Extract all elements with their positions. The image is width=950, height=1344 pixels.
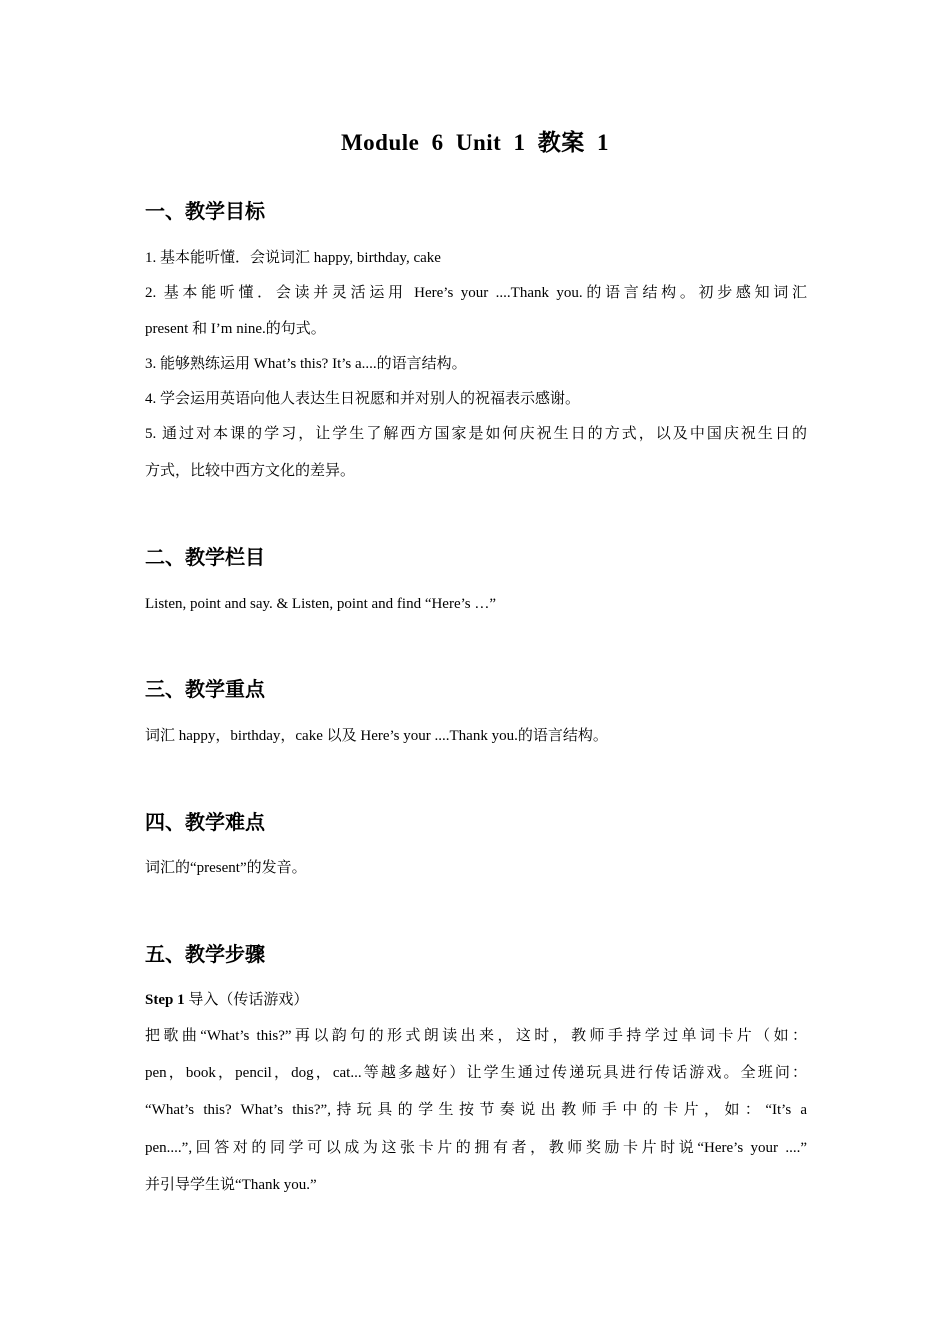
objective-line-3: 3. 能够熟练运用 What’s this? It’s a....的语言结构。 <box>145 356 467 372</box>
step-1-label: Step 1 <box>145 992 185 1008</box>
step-1-title: 导入（传话游戏） <box>184 992 309 1008</box>
step-1-line-3: “What’s this? What’s this?”,持玩具的学生按节奏说出教师手中的卡片，如：“It’s a <box>145 1102 807 1118</box>
section-heading-objectives: 一、教学目标 <box>145 199 265 223</box>
step-1-line-4: pen....”,回答对的同学可以成为这张卡片的拥有者，教师奖励卡片时说“Here’s your ....” <box>145 1140 807 1156</box>
document-title: Module 6 Unit 1 教案 1 <box>340 130 610 155</box>
columns-text: Listen, point and say. & Listen, point and find “Here’s …” <box>145 596 497 612</box>
objective-line-2-cont: present 和 I’m nine.的句式。 <box>145 321 326 337</box>
difficulties-text: 词汇的“present”的发音。 <box>145 860 307 876</box>
step-1-header <box>145 990 807 1010</box>
objective-line-4: 4. 学会运用英语向他人表达生日祝愿和并对别人的祝福表示感谢。 <box>145 391 581 407</box>
objective-line-5: 5. 通过对本课的学习，让学生了解西方国家是如何庆祝生日的方式，以及中国庆祝生日的 <box>145 426 807 442</box>
step-1-line-5: 并引导学生说“Thank you.” <box>145 1177 317 1193</box>
step-1-line-1: 把歌曲“What’s this?”再以韵句的形式朗读出来，这时，教师手持学过单词卡片（如： <box>145 1028 807 1044</box>
key-points-text: 词汇 happy，birthday，cake 以及 Here’s your ....Thank you.的语言结构。 <box>145 728 608 744</box>
section-heading-key-points: 三、教学重点 <box>145 677 265 701</box>
step-1-line-2: pen，book，pencil，dog，cat...等越多越好）让学生通过传递玩具进行传话游戏。全班问： <box>145 1065 807 1081</box>
section-heading-columns: 二、教学栏目 <box>145 545 265 569</box>
section-heading-difficulties: 四、教学难点 <box>145 810 265 834</box>
objective-line-1: 1. 基本能听懂．会说词汇 happy, birthday, cake <box>145 250 441 266</box>
objective-line-5-cont: 方式，比较中西方文化的差异。 <box>145 463 356 479</box>
section-heading-steps: 五、教学步骤 <box>145 942 265 966</box>
objective-line-2: 2. 基本能听懂．会读并灵活运用 Here’s your ....Thank you.的语言结构。初步感知词汇 <box>145 285 807 301</box>
